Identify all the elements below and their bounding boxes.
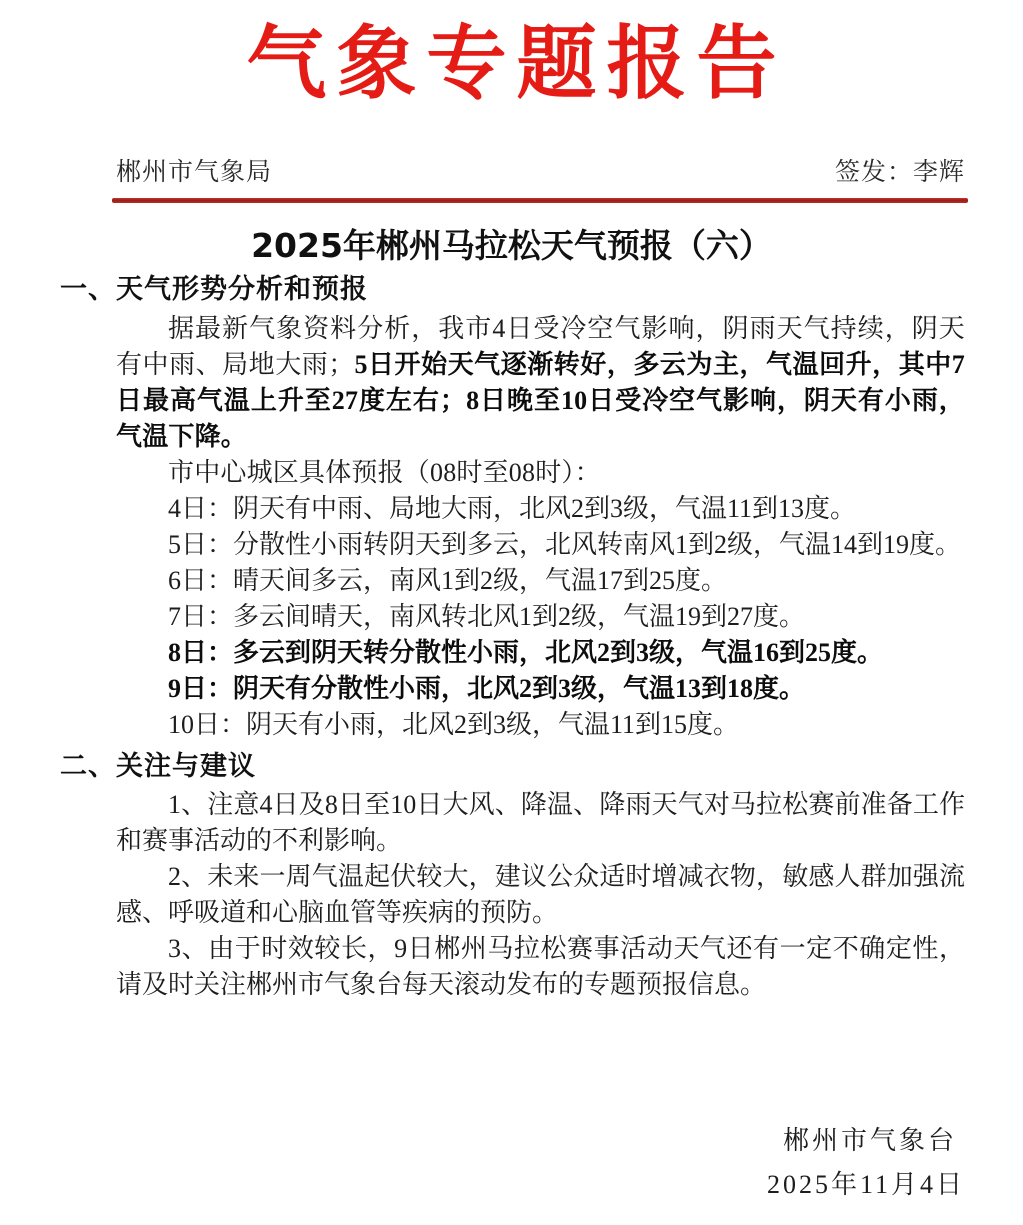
section-heading-two: 二、关注与建议 (60, 750, 256, 782)
analysis-text-emphasis: 5日开始天气逐渐转好，多云为主，气温回升，其中7日最高气温上升至27度左右；8日晚至10日受冷空气影响，阴天有小雨，气温下降。 (116, 349, 965, 451)
header-divider (112, 198, 968, 203)
signer-label: 签发：李辉 (834, 159, 965, 186)
advice-item-2: 2、未来一周气温起伏较大，建议公众适时增减衣物，敏感人群加强流感、呼吸道和心脑血管等疾病的预防。 (116, 862, 965, 928)
forecast-day-7: 7日：多云间晴天，南风转北风1到2级，气温19到27度。 (168, 601, 806, 631)
signature-block (767, 1119, 965, 1207)
analysis-paragraph (0, 311, 1023, 455)
signature-date: 2025年11月4日 (766, 1170, 965, 1199)
advice-item-3: 3、由于时效较长，9日郴州马拉松赛事活动天气还有一定不确定性，请及时关注郴州市气象台每天滚动发布的专题预报信息。 (116, 934, 965, 1000)
advice-item-1: 1、注意4日及8日至10日大风、降温、降雨天气对马拉松赛前准备工作和赛事活动的不利影响。 (116, 790, 965, 856)
forecast-day-6: 6日：晴天间多云，南风1到2级，气温17到25度。 (168, 565, 728, 595)
forecast-day-10: 10日：阴天有小雨，北风2到3级，气温11到15度。 (168, 709, 740, 739)
forecast-day-4: 4日：阴天有中雨、局地大雨，北风2到3级，气温11到13度。 (168, 493, 857, 523)
forecast-intro: 市中心城区具体预报（08时至08时）： (168, 457, 601, 487)
forecast-day-5: 5日：分散性小雨转阴天到多云，北风转南风1到2级，气温14到19度。 (168, 529, 962, 559)
issuing-office: 郴州市气象局 (116, 159, 273, 186)
page-title: 2025年郴州马拉松天气预报（六） (251, 226, 772, 265)
masthead (0, 0, 1023, 110)
analysis-text-normal: 据最新气象资料分析，我市4日受冷空气影响，阴雨天气持续，阴天有中雨、局地大雨； (116, 313, 965, 379)
issuing-row (116, 158, 965, 188)
forecast-day-9: 9日：阴天有分散性小雨，北风2到3级，气温13到18度。 (168, 673, 806, 703)
section-heading-one: 一、天气形势分析和预报 (60, 274, 368, 306)
signature-organization: 郴州市气象台 (782, 1126, 957, 1155)
masthead-title: 气象专题报告 (246, 17, 787, 110)
forecast-day-8: 8日：多云到阴天转分散性小雨，北风2到3级，气温16到25度。 (168, 637, 884, 667)
